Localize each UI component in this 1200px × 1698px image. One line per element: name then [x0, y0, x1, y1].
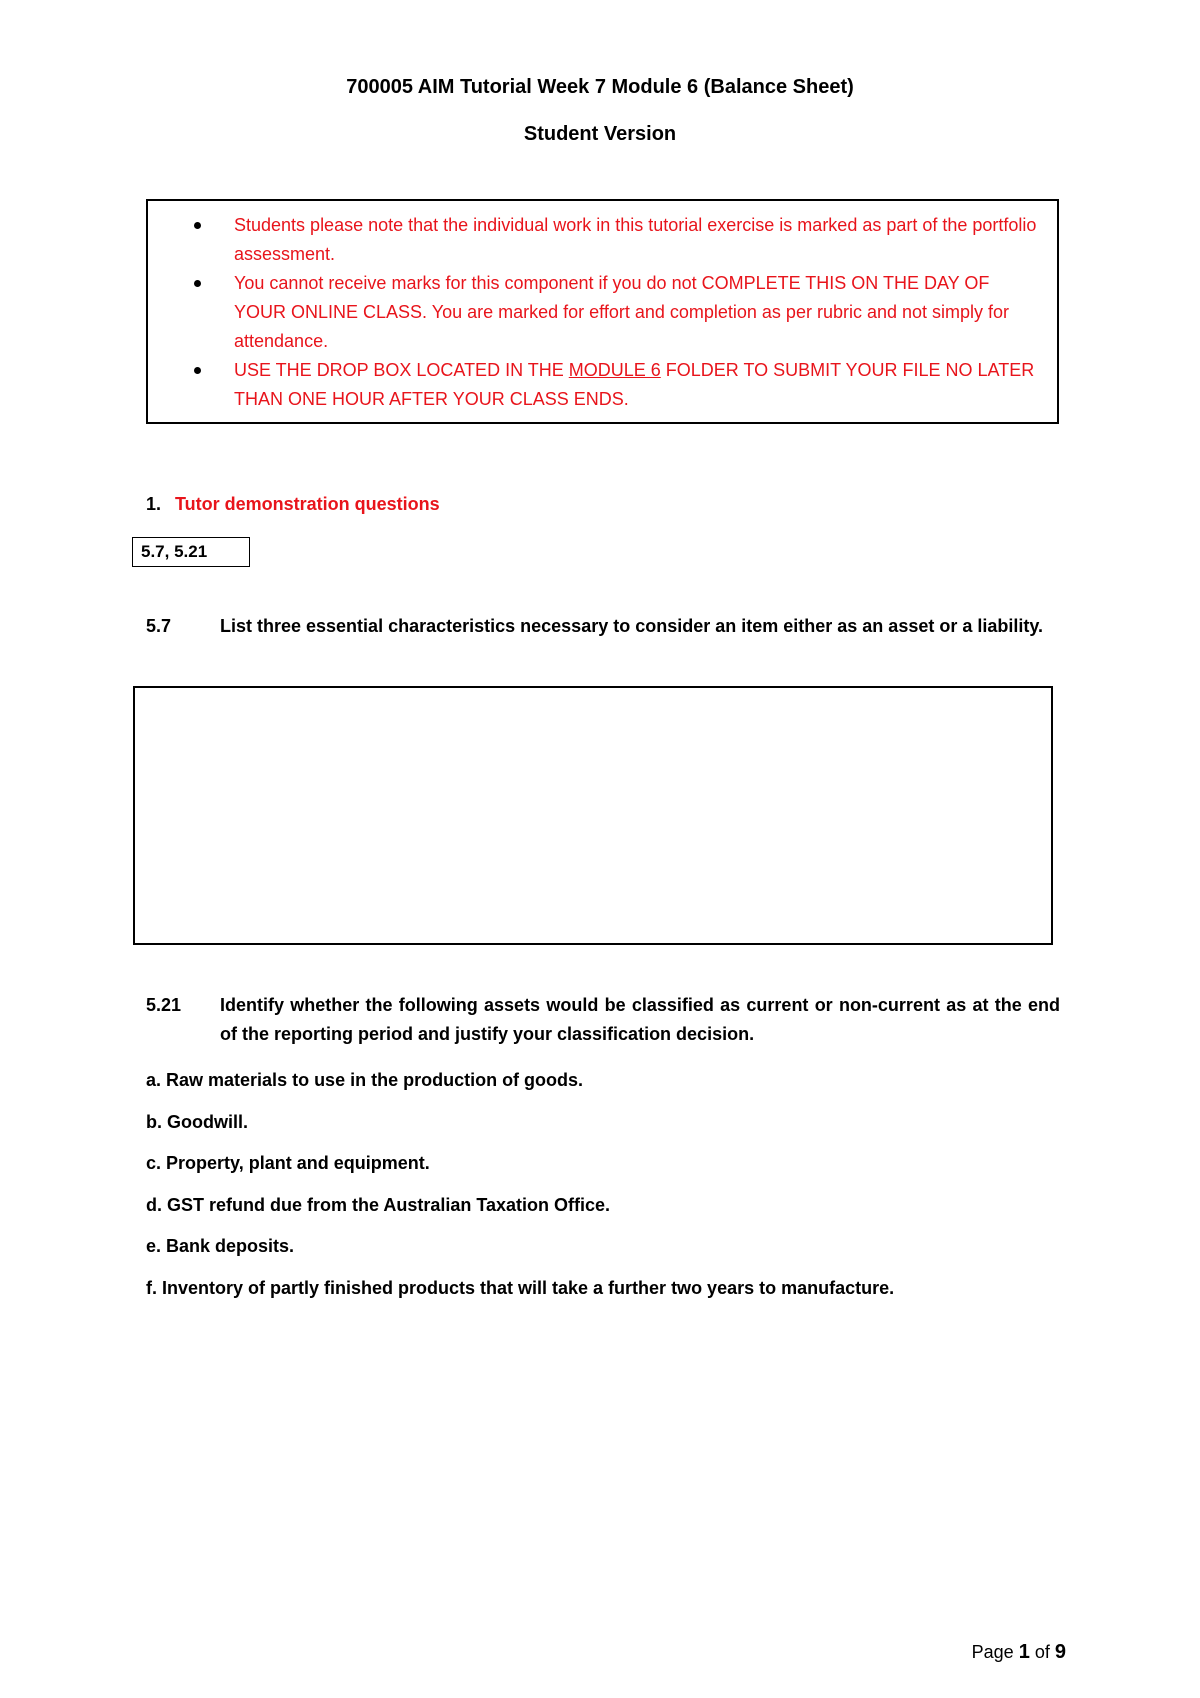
question-refs: 5.7, 5.21	[132, 537, 250, 567]
notice-item	[148, 356, 1057, 414]
question-5-7	[146, 612, 1060, 641]
notice-item	[148, 211, 1057, 269]
notice-list	[148, 211, 1057, 414]
list-item: c. Property, plant and equipment.	[146, 1153, 430, 1173]
notice-text: You cannot receive marks for this component if you do not COMPLETE THIS ON THE DAY OF YOUR ONLINE CLASS. You are marked for effort and completion as per rubric and not simply for attendance.	[234, 273, 1010, 351]
section-label: Tutor demonstration questions	[175, 494, 440, 514]
section-heading	[146, 494, 440, 515]
page-footer	[972, 1641, 1066, 1664]
question-number: 5.7	[146, 616, 172, 636]
question-5-21	[146, 991, 1060, 1049]
notice-text: Students please note that the individual work in this tutorial exercise is marked as part of the portfolio assessment.	[234, 215, 1037, 264]
notice-item	[148, 269, 1057, 356]
section-number: 1.	[146, 494, 162, 514]
bullet-icon	[194, 222, 201, 229]
list-item: e. Bank deposits.	[146, 1236, 295, 1256]
asset-items-list	[146, 1066, 1060, 1315]
list-item: a. Raw materials to use in the production of goods.	[146, 1070, 584, 1090]
question-text: Identify whether the following assets would be classified as current or non-current as at the end of the reporting period and justify your classification decision.	[220, 995, 1060, 1044]
list-item: d. GST refund due from the Australian Taxation Office.	[146, 1194, 611, 1215]
question-text: List three essential characteristics necessary to consider an item either as an asset or a liability.	[220, 616, 1044, 636]
list-item: f. Inventory of partly finished products that will take a further two years to manufacture.	[146, 1277, 895, 1298]
module-link-text: MODULE 6	[568, 360, 661, 380]
bullet-icon	[194, 367, 201, 374]
notice-box	[146, 199, 1059, 424]
document-title: 700005 AIM Tutorial Week 7 Module 6 (Balance Sheet)	[346, 76, 854, 98]
bullet-icon	[194, 280, 201, 287]
list-item: b. Goodwill.	[146, 1111, 248, 1132]
document-subtitle: Student Version	[523, 123, 677, 145]
question-number: 5.21	[146, 995, 182, 1015]
of-label: of	[1034, 1642, 1050, 1662]
notice-text-start: USE THE DROP BOX LOCATED IN THE	[234, 360, 569, 380]
page-label: Page	[971, 1642, 1014, 1662]
total-pages: 9	[1054, 1641, 1066, 1663]
notice-text-end: FOLDER TO SUBMIT YOUR FILE NO LATER THAN ONE HOUR AFTER YOUR CLASS ENDS.	[234, 360, 1035, 409]
answer-box[interactable]	[133, 686, 1053, 945]
page-number: 1	[1018, 1641, 1030, 1663]
